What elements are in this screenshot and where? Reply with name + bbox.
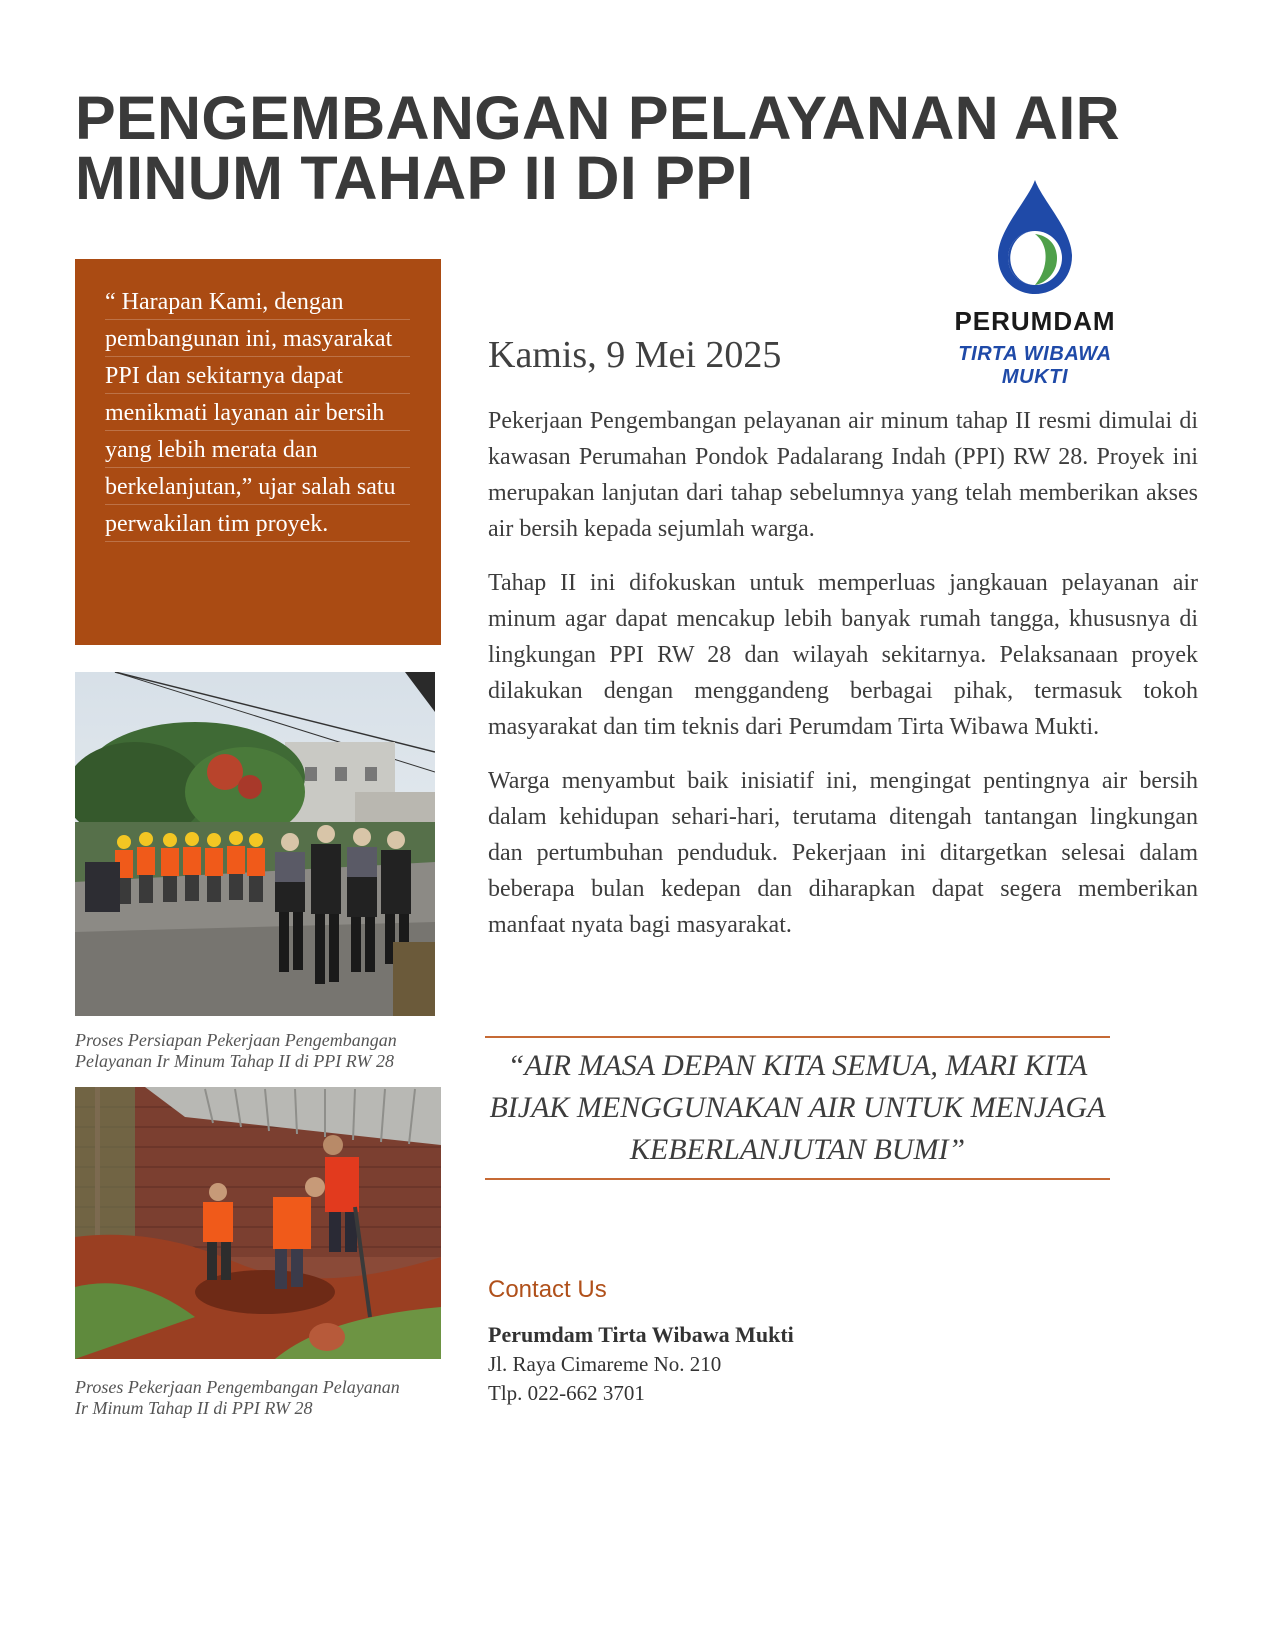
photo-excavation — [75, 1087, 441, 1359]
contact-organization: Perumdam Tirta Wibawa Mukti — [488, 1322, 794, 1347]
article-paragraph: Pekerjaan Pengembangan pelayanan air minum tahap II resmi dimulai di kawasan Perumahan Pondok Padalarang Indah (PPI) RW 28. Proyek ini merupakan lanjutan dari tahap sebelumnya yang telah memberikan akses air bersih kepada sejumlah warga. — [488, 408, 1198, 542]
company-logo — [930, 178, 1150, 388]
contact-phone: Tlp. 022-662 3701 — [488, 1381, 645, 1405]
slogan-text: “AIR MASA DEPAN KITA SEMUA, MARI KITA BIJAK MENGGUNAKAN AIR UNTUK MENJAGA KEBERLANJUTAN BUMI” — [489, 1049, 1106, 1166]
pull-quote-box — [75, 259, 441, 645]
article-paragraph: Warga menyambut baik inisiatif ini, mengingat pentingnya air bersih dalam kehidupan sehari-hari, terutama ditengah tantangan lingkungan dan pertumbuhan penduduk. Pekerjaan ini ditargetkan selesai dalam beberapa bulan kedepan dan diharapkan dapat segera memberikan manfaat nyata bagi masyarakat. — [488, 768, 1198, 938]
article-date: Kamis, 9 Mei 2025 — [488, 334, 782, 376]
water-drop-icon — [990, 178, 1080, 298]
contact-heading: Contact Us — [488, 1276, 607, 1303]
slogan-block — [485, 1036, 1110, 1180]
logo-name: PERUMDAM — [954, 306, 1116, 336]
article-paragraph: Tahap II ini difokuskan untuk memperluas jangkauan pelayanan air minum agar dapat mencakup lebih banyak rumah tangga, khususnya di lingkungan PPI RW 28 dan wilayah sekitarnya. Pelaksanaan proyek dilakukan dengan menggandeng berbagai pihak, termasuk tokoh masyarakat dan tim teknis dari Perumdam Tirta Wibawa Mukti. — [488, 570, 1198, 740]
logo-subtitle: TIRTA WIBAWA MUKTI — [958, 343, 1112, 388]
article-body — [488, 403, 1198, 961]
contact-address: Jl. Raya Cimareme No. 210 — [488, 1352, 722, 1376]
page-title: PENGEMBANGAN PELAYANAN AIR MINUM TAHAP II DI PPI — [75, 84, 1120, 212]
photo-preparation — [75, 672, 435, 1016]
pull-quote-text: “ Harapan Kami, dengan pembangunan ini, masyarakat PPI dan sekitarnya dapat menikmati layanan air bersih yang lebih merata dan berkelanjutan,” ujar salah satu perwakilan tim proyek. — [105, 284, 410, 543]
photo-caption-1: Proses Persiapan Pekerjaan Pengembangan Pelayanan Ir Minum Tahap II di PPI RW 28 — [75, 1030, 397, 1071]
photo-caption-2: Proses Pekerjaan Pengembangan Pelayanan Ir Minum Tahap II di PPI RW 28 — [75, 1377, 400, 1418]
